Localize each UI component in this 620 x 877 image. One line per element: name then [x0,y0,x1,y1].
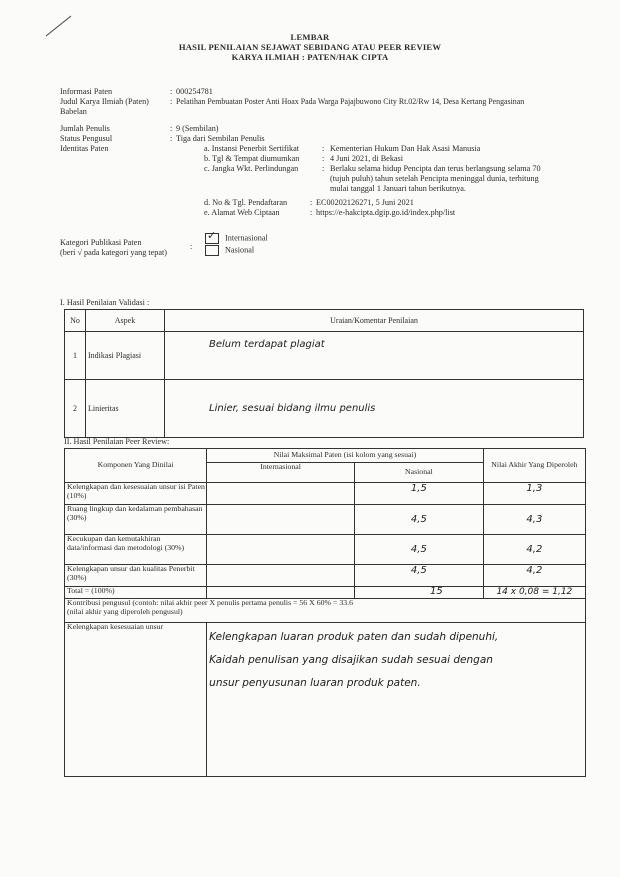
kategori-option-nasional[interactable] [205,245,254,256]
col-header-nasional: Nasional [354,463,483,483]
jumlah-label: Jumlah Penulis [60,124,110,133]
judul-value: Pelatihan Pembuatan Poster Anti Hoax Pada Warga Pajajbuwono City Rt.02/Rw 14, Desa Kertang Pengasinan [176,97,525,106]
checkmark-icon: ✓ [207,229,217,242]
komponen-cell: Kecukupan dan kemutakhiran data/informasi dan metodologi (30%) [65,535,207,565]
internasional-cell [207,535,355,565]
jangka-value-3: mulai tanggal 1 Januari tahun berikutnya. [330,184,466,193]
status-label: Status Pengusul [60,134,113,143]
kelengkapan-line-3: unsur penyusunan luaran produk paten. [209,677,421,689]
colon: : [190,242,193,251]
checkbox-nasional[interactable] [205,245,219,256]
internasional-cell [207,565,355,587]
akhir-cell: 4,2 [483,565,585,587]
table-row [65,483,586,505]
table-row [65,332,584,380]
pendaftaran-value: EC00202126271, 5 Juni 2021 [316,198,414,207]
akhir-cell: 4,3 [483,505,585,535]
kelengkapan-line-1: Kelengkapan luaran produk paten dan sudah dipenuhi, [209,631,499,643]
tanggal-label: b. Tgl & Tempat diumumkan [204,154,300,163]
identitas-label: Identitas Paten [60,144,109,153]
komponen-cell: Ruang lingkup dan kedalaman pembahasan (30%) [65,505,207,535]
row-aspek: Linieritas [86,380,165,438]
table-row [65,505,586,535]
kategori-label: Kategori Publikasi Paten [60,238,142,247]
komponen-cell: Kelengkapan dan kesesuaian unsur isi Paten (10%) [65,483,207,505]
colon: : [170,134,173,143]
kontribusi-text: Kontribusi pengusul (contoh: nilai akhir peer X penulis pertama penulis = 56 X 60% = 33.6 [67,598,353,607]
colon: : [322,154,325,163]
row-aspek: Indikasi Plagiasi [86,332,165,380]
col-header-internasional: Internasional [207,463,355,483]
internasional-cell [207,587,355,599]
header-line-2: HASIL PENILAIAN SEJAWAT SEBIDANG ATAU PEER REVIEW [178,42,442,52]
komponen-cell: Kelengkapan unsur dan kualitas Penerbit (30%) [65,565,207,587]
table-row [65,535,586,565]
jangka-value-2: (tujuh puluh) tahun setelah Pencipta meninggal dunia, terhitung [330,174,539,183]
col-header-uraian: Uraian/Komentar Penilaian [165,310,584,332]
header-line-1: LEMBAR [290,32,330,42]
kategori-hint: (beri √ pada kategori yang tepat) [60,248,168,257]
jangka-label: c. Jangka Wkt. Perlindungan [204,164,299,173]
internasional-cell [207,505,355,535]
colon: : [170,97,173,106]
nasional-total: 15 [354,587,483,599]
informasi-label: Informasi Paten [60,87,113,96]
jangka-value-1: Berlaku selama hidup Pencipta dan terus berlangsung selama 70 [330,164,541,173]
header-line-3: KARYA ILMIAH : PATEN/HAK CIPTA [231,52,389,62]
col-header-aspek: Aspek [86,310,165,332]
judul-label: Judul Karya Ilmiah (Paten) [60,97,149,106]
tanggal-value: 4 Juni 2021, di Bekasi [330,154,404,163]
kelengkapan-komentar [207,623,586,777]
table-row [65,380,584,438]
kategori-option-internasional[interactable] [205,229,268,244]
section-1-title: I. Hasil Penilaian Validasi : [60,298,150,307]
colon: : [170,124,173,133]
peer-review-table [64,448,586,777]
colon: : [310,208,313,217]
nasional-cell: 1,5 [354,483,483,505]
internasional-cell [207,483,355,505]
row-no: 2 [65,380,86,438]
instansi-value: Kementerian Hukum Dan Hak Asasi Manusia [330,144,481,153]
kategori-opt-label: Nasional [225,245,255,255]
kelengkapan-line-2: Kaidah penulisan yang disajikan sudah sesuai dengan [209,654,493,666]
row-no: 1 [65,332,86,380]
col-header-nilai-akhir: Nilai Akhir Yang Diperoleh [483,449,585,483]
checkbox-internasional[interactable] [205,229,219,244]
table-row [65,565,586,587]
jumlah-value: 9 (Sembilan) [176,124,219,133]
total-label: Total = (100%) [65,587,207,599]
alamat-web-value: https://e-hakcipta.dgip.go.id/index.php/list [316,208,456,217]
col-header-no: No [65,310,86,332]
judul-value-cont: Babelan [60,107,87,116]
akhir-cell: 1,3 [483,483,585,505]
instansi-label: a. Instansi Penerbit Sertifikat [204,144,300,153]
colon: : [322,144,325,153]
kategori-opt-label: Internasional [225,233,268,243]
kontribusi-note: (nilai akhir yang diperoleh pengusul) [67,606,183,616]
col-header-komponen: Komponen Yang Dinilai [65,449,207,483]
row-komentar: Linier, sesuai bidang ilmu penulis [165,380,584,438]
colon: : [170,87,173,96]
alamat-web-label: e. Alamat Web Ciptaan [204,208,280,217]
akhir-total: 14 x 0,08 = 1,12 [483,587,585,599]
table-row-total [65,587,586,599]
status-value: Tiga dari Sembilan Penulis [176,134,265,143]
section-2-title: II. Hasil Penilaian Peer Review: [64,437,170,446]
nasional-cell: 4,5 [354,505,483,535]
row-komentar: Belum terdapat plagiat [165,332,584,380]
kelengkapan-label: Kelengkapan kesesuaian unsur [65,623,207,777]
nasional-cell: 4,5 [354,535,483,565]
kontribusi-row [65,599,586,623]
informasi-value: 000254781 [176,87,213,96]
col-header-nilai-maks: Nilai Maksimal Paten (isi kolom yang sesuai) [207,449,484,463]
colon: : [310,198,313,207]
validasi-table [64,309,584,438]
nasional-cell: 4,5 [354,565,483,587]
colon: : [322,164,325,173]
pendaftaran-label: d. No & Tgl. Pendaftaran [204,198,288,207]
akhir-cell: 4,2 [483,535,585,565]
